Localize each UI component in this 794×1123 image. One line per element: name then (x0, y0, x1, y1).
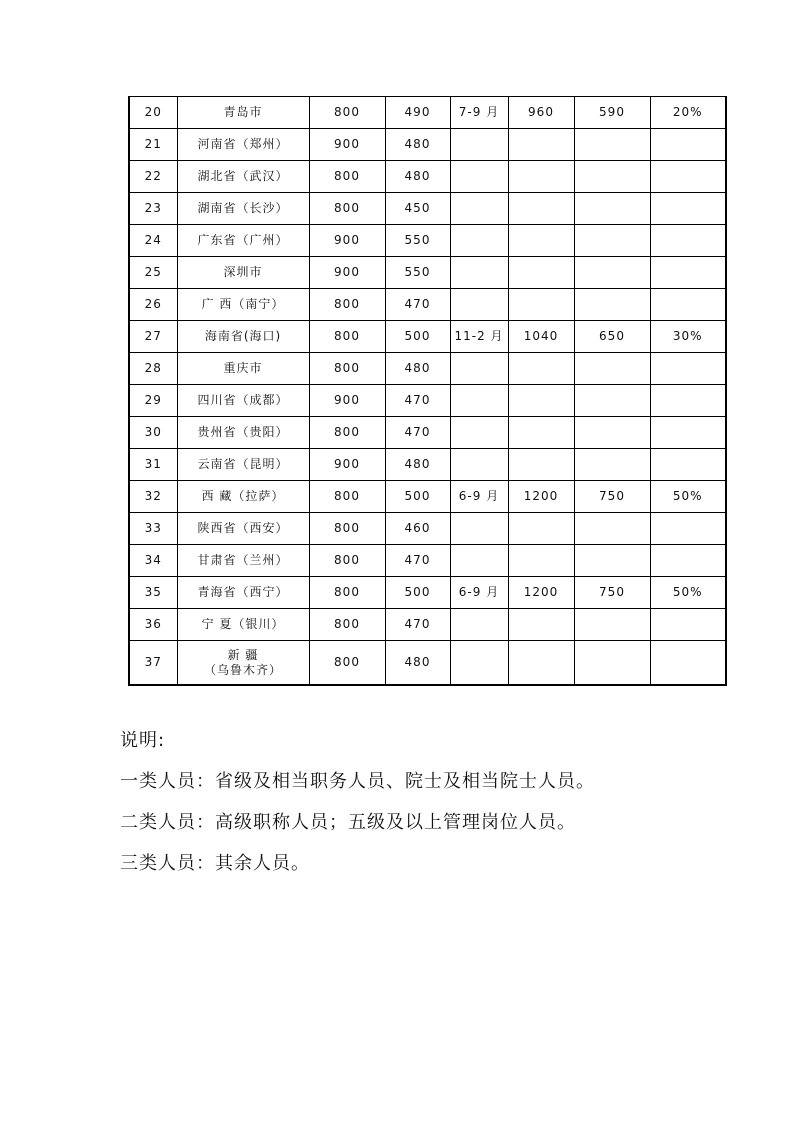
rate-col-1-cell: 800 (309, 545, 385, 577)
peak-rate-col-2-cell (574, 289, 650, 321)
region-line-2: （乌鲁木齐） (203, 662, 282, 677)
season-cell (450, 641, 508, 686)
peak-rate-col-1-cell (508, 161, 574, 193)
season-cell (450, 449, 508, 481)
table-row (129, 97, 726, 129)
rate-col-2-cell: 470 (385, 545, 450, 577)
increase-rate-cell (650, 609, 726, 641)
note-line-2: 二类人员：高级职称人员；五级及以上管理岗位人员。 (120, 812, 576, 833)
region-cell: 四川省（成都） (177, 385, 309, 417)
season-cell (450, 257, 508, 289)
peak-rate-col-2-cell (574, 513, 650, 545)
rate-col-1-cell: 900 (309, 257, 385, 289)
increase-rate-cell (650, 289, 726, 321)
peak-rate-col-1-cell (508, 545, 574, 577)
peak-rate-col-1-cell (508, 193, 574, 225)
rate-col-2-cell: 550 (385, 225, 450, 257)
rate-col-2-cell: 480 (385, 449, 450, 481)
row-number-cell: 29 (129, 385, 177, 417)
row-number-cell: 32 (129, 481, 177, 513)
peak-rate-col-1-cell (508, 385, 574, 417)
rate-col-2-cell: 450 (385, 193, 450, 225)
rate-col-1-cell: 800 (309, 481, 385, 513)
peak-rate-col-1-cell (508, 289, 574, 321)
peak-rate-col-1-cell (508, 417, 574, 449)
season-cell (450, 385, 508, 417)
region-cell: 西 藏（拉萨） (177, 481, 309, 513)
rate-col-1-cell: 900 (309, 385, 385, 417)
increase-rate-cell (650, 353, 726, 385)
season-cell (450, 225, 508, 257)
rate-col-1-cell: 800 (309, 513, 385, 545)
season-cell (450, 545, 508, 577)
increase-rate-cell (650, 417, 726, 449)
peak-rate-col-1-cell (508, 609, 574, 641)
row-number-cell: 28 (129, 353, 177, 385)
region-cell: 青岛市 (177, 97, 309, 129)
table-row (129, 545, 726, 577)
rate-col-1-cell: 800 (309, 353, 385, 385)
row-number-cell: 27 (129, 321, 177, 353)
peak-rate-col-1-cell: 1200 (508, 481, 574, 513)
notes-section (120, 731, 740, 895)
peak-rate-col-2-cell (574, 641, 650, 686)
peak-rate-col-1-cell (508, 513, 574, 545)
row-number-cell: 23 (129, 193, 177, 225)
row-number-cell: 33 (129, 513, 177, 545)
region-line-1: 新 疆 (227, 647, 259, 662)
rate-col-1-cell: 800 (309, 193, 385, 225)
increase-rate-cell (650, 545, 726, 577)
increase-rate-cell (650, 449, 726, 481)
rate-col-2-cell: 500 (385, 481, 450, 513)
rate-col-2-cell: 500 (385, 577, 450, 609)
row-number-cell: 35 (129, 577, 177, 609)
row-number-cell: 31 (129, 449, 177, 481)
row-number-cell: 30 (129, 417, 177, 449)
region-cell: 海南省(海口) (177, 321, 309, 353)
rate-col-1-cell: 800 (309, 609, 385, 641)
row-number-cell: 20 (129, 97, 177, 129)
rate-col-2-cell: 480 (385, 129, 450, 161)
season-cell (450, 161, 508, 193)
season-cell: 6-9 月 (450, 481, 508, 513)
peak-rate-col-2-cell: 750 (574, 481, 650, 513)
table-row (129, 577, 726, 609)
peak-rate-col-2-cell (574, 417, 650, 449)
region-cell: 深圳市 (177, 257, 309, 289)
note-line-1: 一类人员：省级及相当职务人员、院士及相当院士人员。 (120, 771, 595, 792)
rate-col-2-cell: 550 (385, 257, 450, 289)
rate-col-1-cell: 800 (309, 321, 385, 353)
peak-rate-col-2-cell: 750 (574, 577, 650, 609)
rate-col-2-cell: 470 (385, 417, 450, 449)
table-row (129, 417, 726, 449)
rate-col-1-cell: 800 (309, 97, 385, 129)
peak-rate-col-2-cell: 650 (574, 321, 650, 353)
rate-col-1-cell: 800 (309, 577, 385, 609)
increase-rate-cell: 20% (650, 97, 726, 129)
rate-col-2-cell: 480 (385, 161, 450, 193)
increase-rate-cell: 50% (650, 577, 726, 609)
rate-col-1-cell: 900 (309, 449, 385, 481)
table-row (129, 129, 726, 161)
region-cell (177, 641, 309, 686)
peak-rate-col-2-cell (574, 353, 650, 385)
increase-rate-cell: 30% (650, 321, 726, 353)
table-row (129, 513, 726, 545)
travel-rate-table (128, 96, 727, 686)
row-number-cell: 36 (129, 609, 177, 641)
row-number-cell: 26 (129, 289, 177, 321)
season-cell (450, 289, 508, 321)
peak-rate-col-2-cell (574, 257, 650, 289)
peak-rate-col-2-cell: 590 (574, 97, 650, 129)
rate-col-2-cell: 470 (385, 385, 450, 417)
table-row (129, 257, 726, 289)
peak-rate-col-1-cell: 1040 (508, 321, 574, 353)
table-row (129, 353, 726, 385)
season-cell (450, 513, 508, 545)
row-number-cell: 21 (129, 129, 177, 161)
rate-col-2-cell: 470 (385, 289, 450, 321)
rate-col-2-cell: 500 (385, 321, 450, 353)
region-cell: 广东省（广州） (177, 225, 309, 257)
rate-col-2-cell: 480 (385, 641, 450, 686)
season-cell (450, 353, 508, 385)
rate-col-2-cell: 480 (385, 353, 450, 385)
season-cell (450, 417, 508, 449)
peak-rate-col-2-cell (574, 129, 650, 161)
season-cell (450, 609, 508, 641)
rate-col-1-cell: 900 (309, 225, 385, 257)
region-cell: 宁 夏（银川） (177, 609, 309, 641)
table-row (129, 225, 726, 257)
increase-rate-cell (650, 161, 726, 193)
table-row (129, 289, 726, 321)
peak-rate-col-1-cell (508, 129, 574, 161)
rate-col-1-cell: 800 (309, 641, 385, 686)
row-number-cell: 34 (129, 545, 177, 577)
note-line-3: 三类人员：其余人员。 (120, 853, 310, 874)
table-row (129, 641, 726, 686)
table-row (129, 449, 726, 481)
region-cell: 广 西（南宁） (177, 289, 309, 321)
region-cell: 云南省（昆明） (177, 449, 309, 481)
peak-rate-col-2-cell (574, 609, 650, 641)
peak-rate-col-2-cell (574, 385, 650, 417)
table-row (129, 321, 726, 353)
table-body (129, 97, 726, 686)
rate-col-2-cell: 470 (385, 609, 450, 641)
region-cell: 甘肃省（兰州） (177, 545, 309, 577)
table-row (129, 161, 726, 193)
season-cell (450, 193, 508, 225)
rate-col-1-cell: 800 (309, 417, 385, 449)
peak-rate-col-1-cell (508, 641, 574, 686)
peak-rate-col-2-cell (574, 449, 650, 481)
rate-col-1-cell: 900 (309, 129, 385, 161)
increase-rate-cell (650, 385, 726, 417)
row-number-cell: 24 (129, 225, 177, 257)
increase-rate-cell (650, 225, 726, 257)
region-cell: 陕西省（西安） (177, 513, 309, 545)
increase-rate-cell (650, 129, 726, 161)
travel-rate-table-container (128, 96, 725, 686)
row-number-cell: 22 (129, 161, 177, 193)
peak-rate-col-2-cell (574, 225, 650, 257)
region-cell: 青海省（西宁） (177, 577, 309, 609)
region-cell: 湖南省（长沙） (177, 193, 309, 225)
peak-rate-col-2-cell (574, 545, 650, 577)
region-cell: 重庆市 (177, 353, 309, 385)
table-row (129, 385, 726, 417)
table-row (129, 193, 726, 225)
region-cell: 河南省（郑州） (177, 129, 309, 161)
peak-rate-col-2-cell (574, 161, 650, 193)
season-cell: 6-9 月 (450, 577, 508, 609)
increase-rate-cell (650, 257, 726, 289)
peak-rate-col-2-cell (574, 193, 650, 225)
increase-rate-cell: 50% (650, 481, 726, 513)
table-row (129, 481, 726, 513)
peak-rate-col-1-cell (508, 353, 574, 385)
notes-heading: 说明: (120, 730, 166, 751)
increase-rate-cell (650, 193, 726, 225)
region-cell: 湖北省（武汉） (177, 161, 309, 193)
peak-rate-col-1-cell (508, 449, 574, 481)
rate-col-2-cell: 490 (385, 97, 450, 129)
rate-col-1-cell: 800 (309, 161, 385, 193)
season-cell: 11-2 月 (450, 321, 508, 353)
season-cell: 7-9 月 (450, 97, 508, 129)
rate-col-1-cell: 800 (309, 289, 385, 321)
row-number-cell: 37 (129, 641, 177, 686)
rate-col-2-cell: 460 (385, 513, 450, 545)
peak-rate-col-1-cell (508, 225, 574, 257)
increase-rate-cell (650, 641, 726, 686)
peak-rate-col-1-cell: 960 (508, 97, 574, 129)
peak-rate-col-1-cell (508, 257, 574, 289)
table-row (129, 609, 726, 641)
region-cell: 贵州省（贵阳） (177, 417, 309, 449)
row-number-cell: 25 (129, 257, 177, 289)
season-cell (450, 129, 508, 161)
increase-rate-cell (650, 513, 726, 545)
peak-rate-col-1-cell: 1200 (508, 577, 574, 609)
